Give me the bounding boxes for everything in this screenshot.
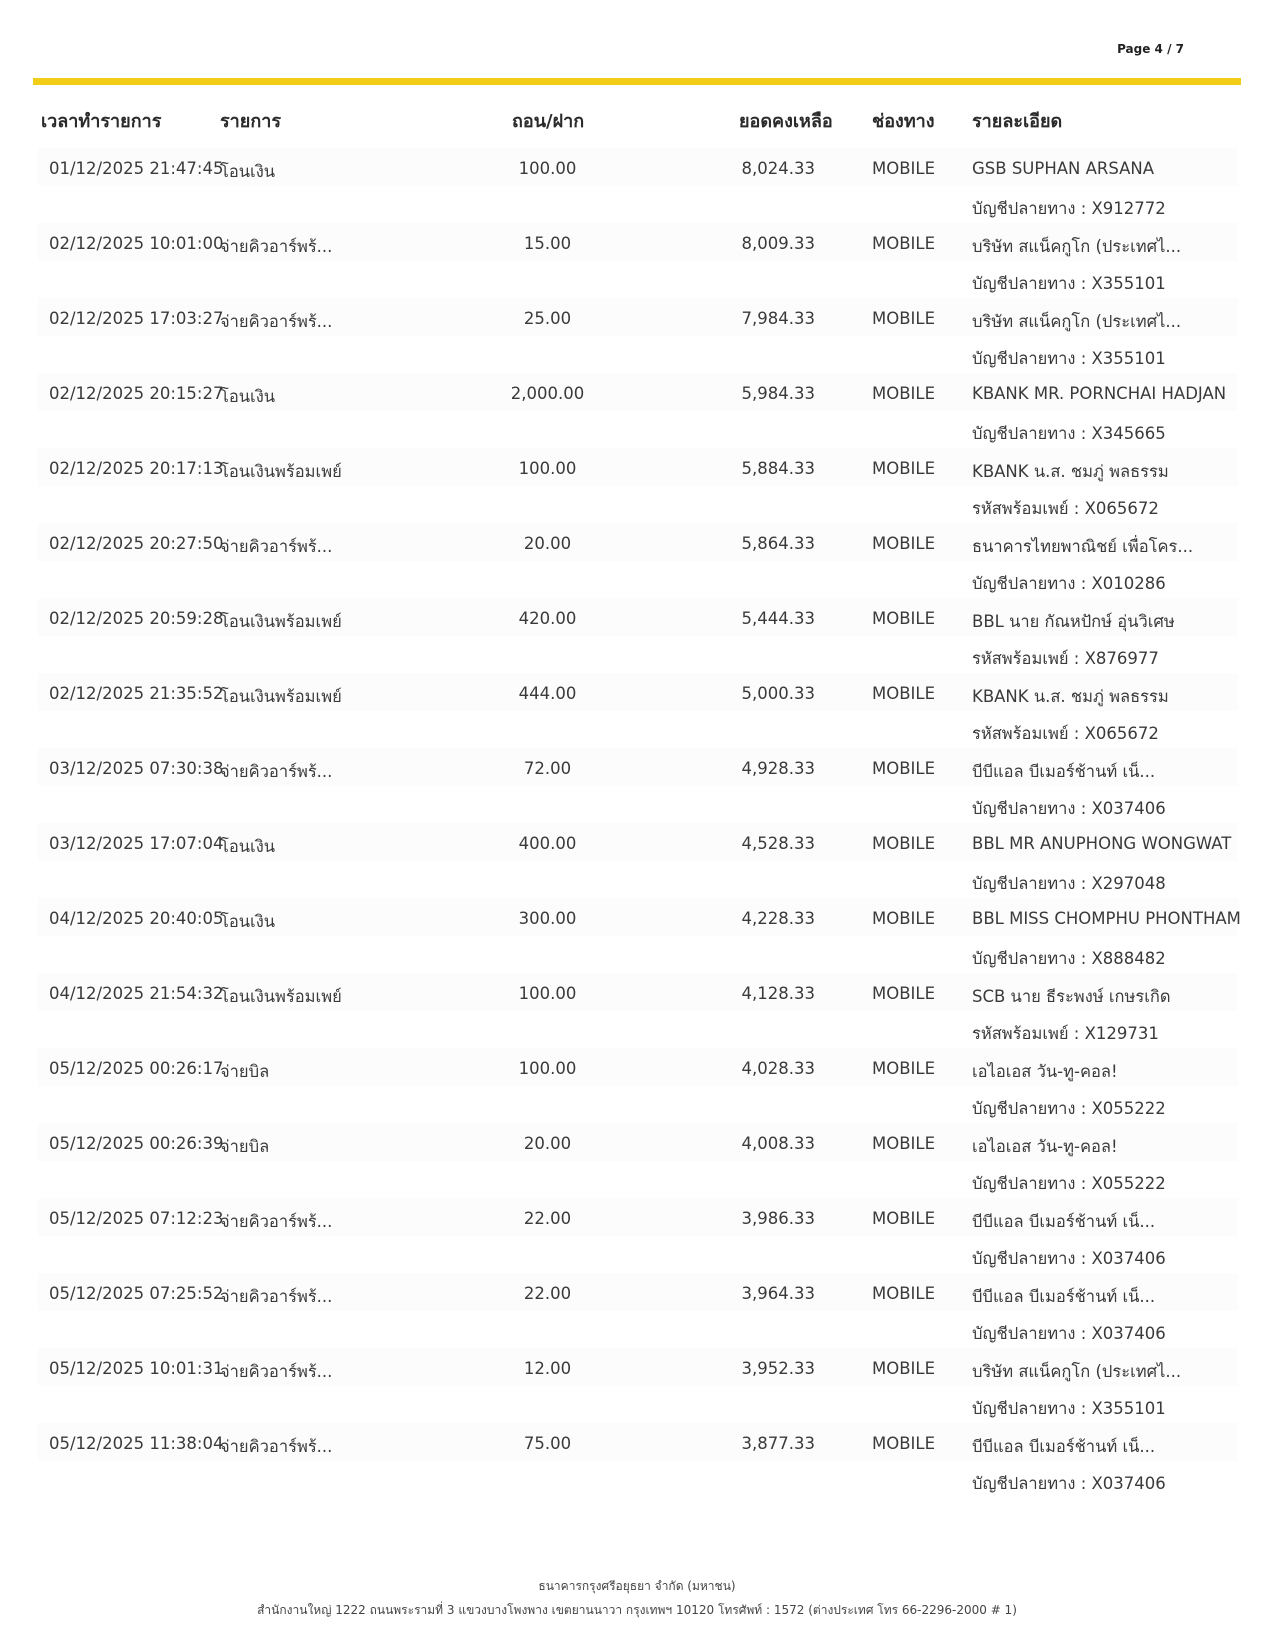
row-detail-name: บริษัท สแน็คกูโก (ประเทศไ... (972, 237, 1182, 256)
row-description: จ่ายคิวอาร์พร้... (220, 1212, 333, 1231)
row-time: 02/12/2025 20:59:28 (49, 609, 224, 628)
row-detail-account: บัญชีปลายทาง : X055222 (972, 1174, 1166, 1193)
row-detail-account: บัญชีปลายทาง : X037406 (972, 1474, 1166, 1493)
row-balance: 5,864.33 (741, 534, 815, 553)
row-time: 05/12/2025 11:38:04 (49, 1434, 224, 1453)
row-time: 03/12/2025 17:07:04 (49, 834, 224, 853)
row-amount: 12.00 (523, 1359, 572, 1378)
row-time: 02/12/2025 20:15:27 (49, 384, 224, 403)
row-amount: 400.00 (518, 834, 577, 853)
row-time: 05/12/2025 10:01:31 (49, 1359, 224, 1378)
row-balance: 3,877.33 (741, 1434, 815, 1453)
row-balance: 3,964.33 (741, 1284, 815, 1303)
row-balance: 4,928.33 (741, 759, 815, 778)
row-amount: 75.00 (523, 1434, 572, 1453)
row-detail-name: บีบีแอล บีเมอร์ช้านท์ เน็... (972, 1437, 1156, 1456)
table-row (0, 1348, 1274, 1423)
row-amount: 22.00 (523, 1284, 572, 1303)
row-channel: MOBILE (872, 609, 936, 628)
row-channel: MOBILE (872, 309, 936, 328)
row-balance: 5,000.33 (741, 684, 815, 703)
row-detail-account: บัญชีปลายทาง : X037406 (972, 1324, 1166, 1343)
row-description: โอนเงินพร้อมเพย์ (220, 462, 342, 481)
row-detail-name: BBL MR ANUPHONG WONGWAT (972, 834, 1232, 853)
row-channel: MOBILE (872, 1059, 936, 1078)
row-channel: MOBILE (872, 1434, 936, 1453)
table-header (0, 106, 1274, 134)
row-detail-account: บัญชีปลายทาง : X037406 (972, 1249, 1166, 1268)
row-description: จ่ายคิวอาร์พร้... (220, 312, 333, 331)
row-detail-account: รหัสพร้อมเพย์ : X129731 (972, 1024, 1159, 1043)
table-row (0, 748, 1274, 823)
row-amount: 444.00 (518, 684, 577, 703)
row-detail-account: รหัสพร้อมเพย์ : X065672 (972, 499, 1159, 518)
table-row (0, 373, 1274, 448)
row-balance: 7,984.33 (741, 309, 815, 328)
table-row (0, 673, 1274, 748)
row-amount: 25.00 (523, 309, 572, 328)
row-detail-name: GSB SUPHAN ARSANA (972, 159, 1155, 178)
row-channel: MOBILE (872, 984, 936, 1003)
row-channel: MOBILE (872, 159, 936, 178)
row-description: โอนเงิน (220, 387, 276, 406)
row-channel: MOBILE (872, 1284, 936, 1303)
row-time: 05/12/2025 00:26:17 (49, 1059, 224, 1078)
header-accent-bar (33, 78, 1241, 85)
row-description: จ่ายคิวอาร์พร้... (220, 537, 333, 556)
row-balance: 8,009.33 (741, 234, 815, 253)
transaction-list (0, 148, 1274, 1498)
row-channel: MOBILE (872, 459, 936, 478)
row-description: จ่ายคิวอาร์พร้... (220, 1437, 333, 1456)
table-row (0, 973, 1274, 1048)
page-number: Page 4 / 7 (1117, 42, 1184, 56)
row-amount: 2,000.00 (510, 384, 585, 403)
row-channel: MOBILE (872, 234, 936, 253)
table-row (0, 523, 1274, 598)
row-detail-name: บีบีแอล บีเมอร์ช้านท์ เน็... (972, 1287, 1156, 1306)
row-amount: 15.00 (523, 234, 572, 253)
row-detail-account: บัญชีปลายทาง : X355101 (972, 1399, 1166, 1418)
table-row (0, 1123, 1274, 1198)
row-time: 04/12/2025 21:54:32 (49, 984, 224, 1003)
table-row (0, 1423, 1274, 1498)
row-description: โอนเงิน (220, 912, 276, 931)
row-detail-name: KBANK น.ส. ชมภู่ พลธรรม (972, 462, 1169, 481)
row-balance: 4,128.33 (741, 984, 815, 1003)
header-channel: ช่องทาง (872, 111, 935, 132)
row-channel: MOBILE (872, 1359, 936, 1378)
row-description: จ่ายคิวอาร์พร้... (220, 1362, 333, 1381)
row-detail-account: บัญชีปลายทาง : X037406 (972, 799, 1166, 818)
row-detail-account: บัญชีปลายทาง : X888482 (972, 949, 1166, 968)
footer-bank-name: ธนาคารกรุงศรีอยุธยา จำกัด (มหาชน) (538, 1579, 736, 1593)
row-balance: 3,952.33 (741, 1359, 815, 1378)
row-detail-name: บริษัท สแน็คกูโก (ประเทศไ... (972, 1362, 1182, 1381)
row-time: 03/12/2025 07:30:38 (49, 759, 224, 778)
row-channel: MOBILE (872, 1134, 936, 1153)
row-channel: MOBILE (872, 834, 936, 853)
table-row (0, 298, 1274, 373)
row-channel: MOBILE (872, 909, 936, 928)
row-channel: MOBILE (872, 384, 936, 403)
table-row (0, 898, 1274, 973)
row-description: โอนเงินพร้อมเพย์ (220, 687, 342, 706)
row-detail-name: เอไอเอส วัน-ทู-คอล! (972, 1062, 1118, 1081)
row-amount: 300.00 (518, 909, 577, 928)
row-detail-name: BBL MISS CHOMPHU PHONTHAM (972, 909, 1241, 928)
row-balance: 4,008.33 (741, 1134, 815, 1153)
row-description: จ่ายบิล (220, 1137, 270, 1156)
row-time: 01/12/2025 21:47:45 (49, 159, 224, 178)
row-balance: 4,528.33 (741, 834, 815, 853)
row-amount: 100.00 (518, 159, 577, 178)
row-channel: MOBILE (872, 534, 936, 553)
row-description: จ่ายคิวอาร์พร้... (220, 237, 333, 256)
table-row (0, 448, 1274, 523)
row-detail-account: บัญชีปลายทาง : X297048 (972, 874, 1166, 893)
row-amount: 100.00 (518, 1059, 577, 1078)
row-time: 04/12/2025 20:40:05 (49, 909, 224, 928)
table-row (0, 823, 1274, 898)
row-time: 02/12/2025 20:27:50 (49, 534, 224, 553)
footer-address: สำนักงานใหญ่ 1222 ถนนพระรามที่ 3 แขวงบางโพงพาง เขตยานนาวา กรุงเทพฯ 10120 โทรศัพท์ : 1572 (ต่างประเทศ โทร 66-2296-2000 # 1) (257, 1603, 1017, 1617)
header-amount: ถอน/ฝาก (512, 111, 585, 132)
row-time: 02/12/2025 20:17:13 (49, 459, 224, 478)
row-time: 02/12/2025 21:35:52 (49, 684, 224, 703)
table-row (0, 223, 1274, 298)
row-description: โอนเงินพร้อมเพย์ (220, 612, 342, 631)
header-description: รายการ (220, 111, 281, 132)
row-detail-account: บัญชีปลายทาง : X345665 (972, 424, 1166, 443)
row-amount: 420.00 (518, 609, 577, 628)
row-description: โอนเงิน (220, 162, 276, 181)
row-detail-name: บีบีแอล บีเมอร์ช้านท์ เน็... (972, 1212, 1156, 1231)
row-detail-name: KBANK MR. PORNCHAI HADJAN (972, 384, 1227, 403)
row-detail-name: ธนาคารไทยพาณิชย์ เพื่อโคร... (972, 537, 1194, 556)
table-row (0, 1198, 1274, 1273)
header-balance: ยอดคงเหลือ (739, 111, 833, 132)
row-balance: 3,986.33 (741, 1209, 815, 1228)
table-row (0, 1273, 1274, 1348)
row-detail-name: BBL นาย กัณหปักษ์ อุ่นวิเศษ (972, 612, 1175, 631)
row-channel: MOBILE (872, 684, 936, 703)
row-description: จ่ายคิวอาร์พร้... (220, 1287, 333, 1306)
row-detail-account: รหัสพร้อมเพย์ : X065672 (972, 724, 1159, 743)
row-detail-account: รหัสพร้อมเพย์ : X876977 (972, 649, 1159, 668)
row-detail-account: บัญชีปลายทาง : X055222 (972, 1099, 1166, 1118)
row-description: จ่ายบิล (220, 1062, 270, 1081)
row-balance: 5,984.33 (741, 384, 815, 403)
row-detail-name: SCB นาย ธีระพงษ์ เกษรเกิด (972, 987, 1171, 1006)
row-time: 05/12/2025 07:25:52 (49, 1284, 224, 1303)
row-balance: 4,028.33 (741, 1059, 815, 1078)
row-balance: 8,024.33 (741, 159, 815, 178)
row-detail-name: บริษัท สแน็คกูโก (ประเทศไ... (972, 312, 1182, 331)
row-amount: 100.00 (518, 459, 577, 478)
row-time: 05/12/2025 00:26:39 (49, 1134, 224, 1153)
row-amount: 72.00 (523, 759, 572, 778)
header-detail: รายละเอียด (972, 111, 1063, 132)
row-time: 05/12/2025 07:12:23 (49, 1209, 224, 1228)
row-amount: 20.00 (523, 1134, 572, 1153)
row-detail-name: เอไอเอส วัน-ทู-คอล! (972, 1137, 1118, 1156)
row-balance: 4,228.33 (741, 909, 815, 928)
row-description: จ่ายคิวอาร์พร้... (220, 762, 333, 781)
row-amount: 20.00 (523, 534, 572, 553)
row-detail-name: KBANK น.ส. ชมภู่ พลธรรม (972, 687, 1169, 706)
row-time: 02/12/2025 10:01:00 (49, 234, 224, 253)
row-detail-account: บัญชีปลายทาง : X010286 (972, 574, 1166, 593)
table-row (0, 148, 1274, 223)
row-detail-account: บัญชีปลายทาง : X355101 (972, 349, 1166, 368)
row-detail-account: บัญชีปลายทาง : X355101 (972, 274, 1166, 293)
row-amount: 22.00 (523, 1209, 572, 1228)
row-amount: 100.00 (518, 984, 577, 1003)
row-channel: MOBILE (872, 1209, 936, 1228)
table-row (0, 598, 1274, 673)
row-time: 02/12/2025 17:03:27 (49, 309, 224, 328)
row-balance: 5,884.33 (741, 459, 815, 478)
row-channel: MOBILE (872, 759, 936, 778)
row-description: โอนเงินพร้อมเพย์ (220, 987, 342, 1006)
footer (0, 1574, 1274, 1622)
row-detail-name: บีบีแอล บีเมอร์ช้านท์ เน็... (972, 762, 1156, 781)
row-detail-account: บัญชีปลายทาง : X912772 (972, 199, 1166, 218)
row-balance: 5,444.33 (741, 609, 815, 628)
table-row (0, 1048, 1274, 1123)
header-time: เวลาทำรายการ (41, 111, 162, 132)
row-description: โอนเงิน (220, 837, 276, 856)
